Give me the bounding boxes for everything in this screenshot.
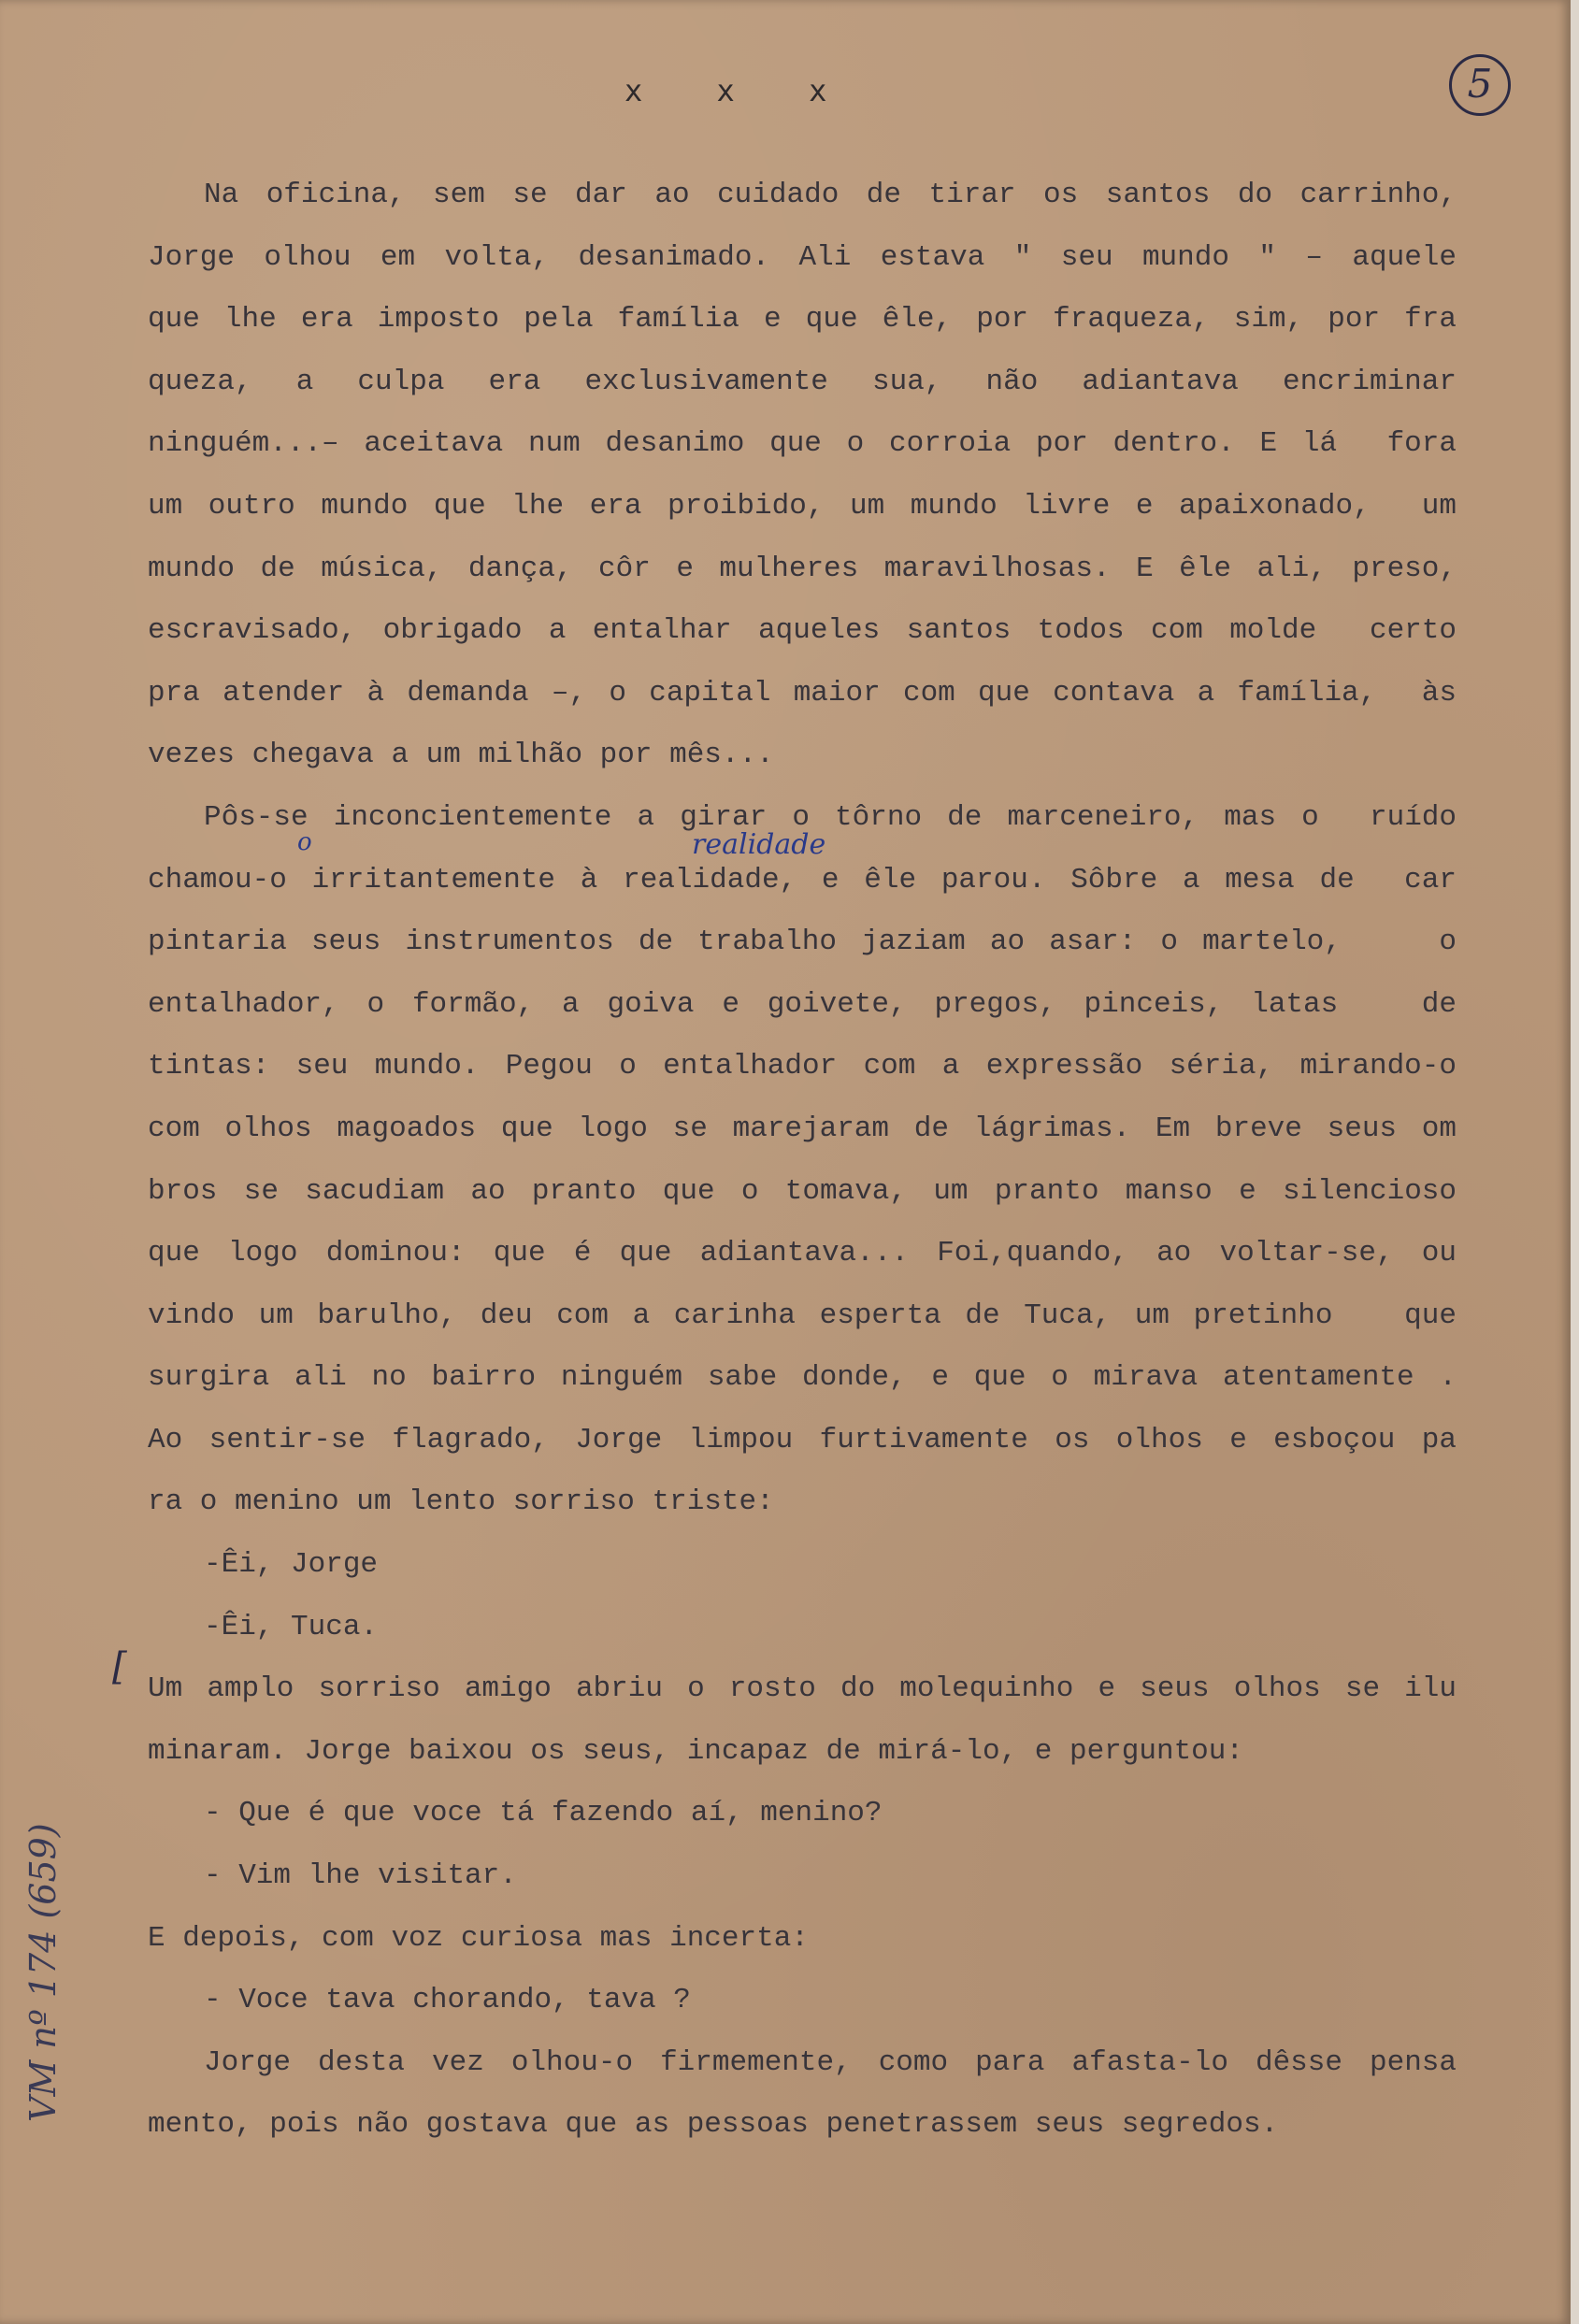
- text-line: queza, a culpa era exclusivamente sua, não adiantava encriminar: [148, 365, 1457, 398]
- text-line: que lhe era imposto pela família e que êle, por fraqueza, sim, por fra: [148, 303, 1457, 337]
- dialogue-line: -Êi, Jorge: [204, 1548, 379, 1582]
- text-line: Ao sentir-se flagrado, Jorge limpou furtivamente os olhos e esboçou pa: [148, 1423, 1457, 1456]
- text-line: pintaria seus instrumentos de trabalho jaziam ao asar: o martelo, o: [148, 925, 1457, 959]
- text-line: Na oficina, sem se dar ao cuidado de tirar os santos do carrinho,: [204, 179, 1457, 211]
- handwritten-correction-o: o: [297, 828, 312, 856]
- header-marks: x x x: [624, 73, 855, 108]
- text-line: com olhos magoados que logo se marejaram de lágrimas. Em breve seus om: [148, 1112, 1457, 1145]
- text-line: escravisado, obrigado a entalhar aqueles santos todos com molde certo: [148, 614, 1457, 648]
- text-line: chamou-o irritantemente à realidade, e êle parou. Sôbre a mesa de car: [148, 863, 1457, 897]
- text-line: Jorge olhou em volta, desanimado. Ali estava " seu mundo " – aquele: [148, 240, 1457, 274]
- text-line: bros se sacudiam ao pranto que o tomava, um pranto manso e silencioso: [148, 1174, 1457, 1208]
- circled-page-number: 5: [1449, 54, 1511, 116]
- text-line: E depois, com voz curiosa mas incerta:: [148, 1921, 809, 1955]
- text-line: ninguém...– aceitava num desanimo que o corroia por dentro. E lá fora: [148, 427, 1457, 461]
- typed-body-text: [148, 165, 1457, 2157]
- text-line: entalhador, o formão, a goiva e goivete, pregos, pinceis, latas de: [148, 987, 1457, 1021]
- text-line: minaram. Jorge baixou os seus, incapaz de mirá-lo, e perguntou:: [148, 1734, 1243, 1768]
- dialogue-line: - Vim lhe visitar.: [204, 1859, 517, 1893]
- text-line: vindo um barulho, deu com a carinha esperta de Tuca, um pretinho que: [148, 1298, 1457, 1332]
- text-line: tintas: seu mundo. Pegou o entalhador com a expressão séria, mirando-o: [148, 1050, 1457, 1083]
- text-line: um outro mundo que lhe era proibido, um mundo livre e apaixonado, um: [148, 489, 1457, 523]
- dialogue-line: -Êi, Tuca.: [204, 1610, 379, 1643]
- text-line: Pôs-se inconcientemente a girar o tôrno de marceneiro, mas o ruído: [204, 800, 1457, 834]
- text-line: ra o menino um lento sorriso triste:: [148, 1485, 774, 1519]
- dialogue-line: - Voce tava chorando, tava ?: [204, 1984, 691, 2017]
- handwritten-paragraph-bracket: [: [112, 1645, 127, 1688]
- scan-edge: [1571, 0, 1579, 2324]
- text-line: Um amplo sorriso amigo abriu o rosto do molequinho e seus olhos se ilu: [148, 1672, 1457, 1706]
- dialogue-line: - Que é que voce tá fazendo aí, menino?: [204, 1797, 883, 1830]
- text-line: mundo de música, dança, côr e mulheres maravilhosas. E êle ali, preso,: [148, 552, 1457, 585]
- handwritten-correction-realidade: realidade: [692, 828, 826, 861]
- text-line: que logo dominou: que é que adiantava... Foi,quando, ao voltar-se, ou: [148, 1237, 1457, 1270]
- text-line: mento, pois não gostava que as pessoas penetrassem seus segredos.: [148, 2108, 1279, 2142]
- text-line: pra atender à demanda –, o capital maior com que contava a família, às: [148, 676, 1457, 710]
- text-line: vezes chegava a um milhão por mês...: [148, 739, 774, 772]
- text-line: Jorge desta vez olhou-o firmemente, como para afasta-lo dêsse pensa: [204, 2045, 1457, 2079]
- handwritten-margin-note: VM nº 174 (659): [22, 1823, 64, 2122]
- text-line: surgira ali no bairro ninguém sabe donde, e que o mirava atentamente .: [148, 1361, 1457, 1395]
